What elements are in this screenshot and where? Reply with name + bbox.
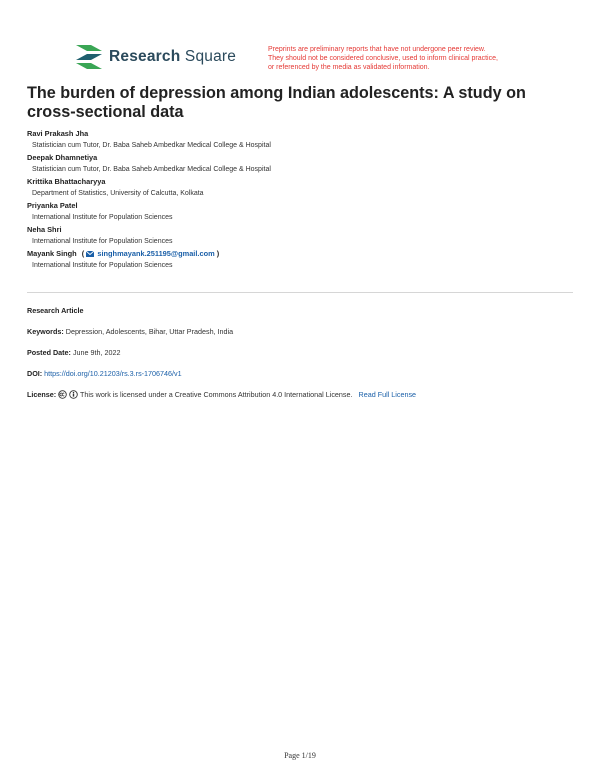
author-entry — [27, 200, 567, 223]
keywords-label: Keywords: — [27, 327, 64, 336]
doi-label: DOI: — [27, 369, 43, 378]
read-full-license-link[interactable]: Read Full License — [358, 390, 417, 399]
author-email-link[interactable] — [86, 249, 216, 258]
section-divider — [27, 292, 573, 293]
author-affiliation: International Institute for Population Sciences — [32, 214, 173, 221]
author-affiliation: Department of Statistics, University of Calcutta, Kolkata — [32, 190, 204, 197]
author-entry — [27, 152, 567, 175]
license-label: License: — [27, 390, 57, 399]
author-name[interactable]: Krittika Bhattacharyya — [27, 177, 106, 186]
creative-commons-icon — [58, 390, 67, 399]
keywords-value: Depression, Adolescents, Bihar, Uttar Pradesh, India — [65, 327, 234, 336]
author-name[interactable]: Deepak Dhamnetiya — [27, 153, 98, 162]
author-affiliation: Statistician cum Tutor, Dr. Baba Saheb Ambedkar Medical College & Hospital — [32, 142, 271, 149]
paper-title: The burden of depression among Indian adolescents: A study on cross-sectional data — [27, 84, 526, 121]
license-line — [27, 390, 416, 399]
keywords-line — [27, 327, 233, 336]
author-affiliation: Statistician cum Tutor, Dr. Baba Saheb Ambedkar Medical College & Hospital — [32, 166, 271, 173]
corresponding-author-entry — [27, 248, 567, 271]
license-text: This work is licensed under a Creative Commons Attribution 4.0 International License. — [80, 390, 353, 399]
author-name[interactable]: Mayank Singh — [27, 249, 77, 258]
research-square-logo[interactable] — [74, 44, 236, 70]
author-name[interactable]: Neha Shri — [27, 225, 62, 234]
notice-line: They should not be considered conclusive, used to inform clinical practice, — [268, 55, 498, 62]
doi-link[interactable]: https://doi.org/10.21203/rs.3.rs-1706746/v1 — [44, 369, 182, 378]
author-affiliation: International Institute for Population Sciences — [32, 238, 173, 245]
research-square-logo-icon — [74, 44, 104, 70]
paren-open: ( — [81, 249, 85, 258]
logo-wordmark: Research Square — [109, 48, 237, 65]
author-name[interactable]: Ravi Prakash Jha — [27, 129, 89, 138]
doi-line — [27, 369, 182, 378]
article-type: Research Article — [27, 306, 84, 315]
notice-line: Preprints are preliminary reports that have not undergone peer review. — [268, 46, 486, 53]
author-entry — [27, 176, 567, 199]
attribution-icon — [69, 390, 78, 399]
author-list — [27, 128, 567, 272]
paren-close: ) — [216, 249, 220, 258]
author-entry — [27, 128, 567, 151]
notice-line: or referenced by the media as validated information. — [268, 64, 430, 71]
preprint-notice — [268, 45, 548, 72]
posted-date-line — [27, 348, 121, 357]
corresponding-author-name — [27, 248, 567, 260]
page-number: Page 1/19 — [284, 751, 316, 760]
author-entry — [27, 224, 567, 247]
envelope-icon — [86, 251, 94, 257]
author-name[interactable]: Priyanka Patel — [27, 201, 78, 210]
posted-date-value: June 9th, 2022 — [72, 348, 121, 357]
author-affiliation: International Institute for Population Sciences — [32, 262, 173, 269]
author-email: singhmayank.251195@gmail.com — [97, 249, 215, 258]
posted-date-label: Posted Date: — [27, 348, 71, 357]
